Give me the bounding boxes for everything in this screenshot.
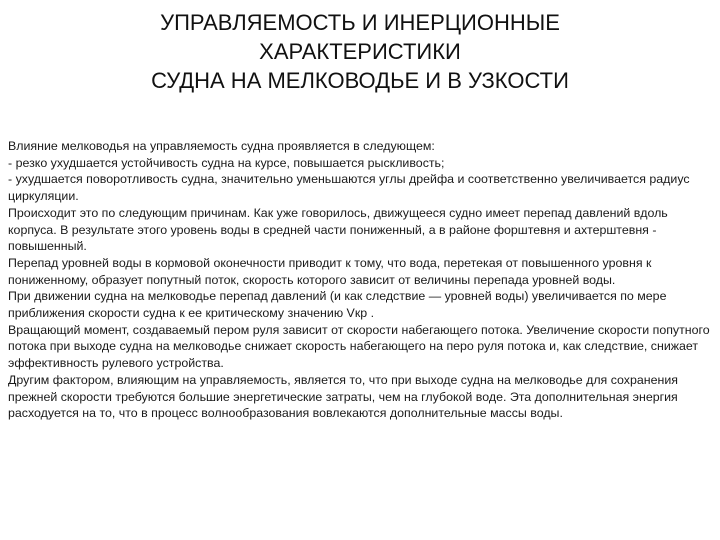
bullet-item: - резко ухудшается устойчивость судна на курсе, повышается рыскливость; — [8, 155, 445, 170]
bullet-item: - ухудшается поворотливость судна, значительно уменьшаются углы дрейфа и соответственно увеличивается радиус циркуляции. — [8, 172, 690, 204]
slide-title — [60, 8, 660, 95]
slide-body — [8, 138, 714, 422]
body-paragraph: Другим фактором, влияющим на управляемость, является то, что при выходе судна на мелководье для сохранения прежней скорости требуются большие энергетические затраты, чем на глубокой воде. Эта дополнительная энергия расходуется на то, что в процесс волнообразования вовлекаются дополнительные массы воды. — [8, 372, 678, 421]
body-paragraph: Вращающий момент, создаваемый пером руля зависит от скорости набегающего потока. Увеличение скорости попутного потока при выходе судна на мелководье снижает скорость набегающего на перо руля потока и, как следствие, снижает эффективность рулевого устройства. — [8, 322, 710, 371]
title-line: УПРАВЛЯЕМОСТЬ И ИНЕРЦИОННЫЕ — [160, 10, 560, 35]
body-paragraph: Происходит это по следующим причинам. Как уже говорилось, движущееся судно имеет перепад давлений вдоль корпуса. В результате этого уровень воды в средней части пониженный, а в районе форштевня и ахтерштевня - повышенный. — [8, 205, 668, 254]
title-line: СУДНА НА МЕЛКОВОДЬЕ И В УЗКОСТИ — [151, 68, 569, 93]
body-paragraph: Перепад уровней воды в кормовой оконечности приводит к тому, что вода, перетекая от повышенного уровня к пониженному, образует попутный поток, скорость которого зависит от величины перепада уровней воды. — [8, 255, 652, 287]
body-paragraph: Влияние мелководья на управляемость судна проявляется в следующем: — [8, 139, 435, 153]
title-line: ХАРАКТЕРИСТИКИ — [259, 39, 461, 64]
body-paragraph: При движении судна на мелководье перепад давлений (и как следствие — уровней воды) увеличивается по мере приближения скорости судна к ее критическому значению Vкр . — [8, 289, 667, 321]
